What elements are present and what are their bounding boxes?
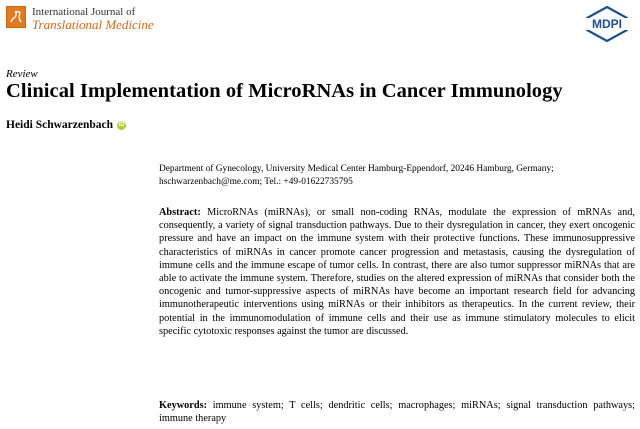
- journal-title[interactable]: [32, 6, 154, 32]
- journal-emblem-icon: [6, 6, 26, 28]
- abstract-text: MicroRNAs (miRNAs), or small non-coding RNAs, modulate the expression of mRNAs and, consequently, a variety of signal transduction pathways. Due to their dysregulation in cancer, they exert oncogenic pressure and have an impact on the immune system with their protective functions. These immunosuppressive characteristics of miRNAs in cancer promote cancer progression and metastasis, causing the dysregulation of immune cells and the immune escape of tumor cells. In contrast, there are also tumor suppressor miRNAs that are able to activate the immune system. Therefore, studies on the altered expression of miRNAs that consider both the oncogenic and tumor-suppressive aspects of miRNAs have become an important research field for advancing immunotherapeutic interventions using miRNAs or their inhibitors as therapeutics. In the current review, their potential in the immunomodulation of immune cells and their use as immune stimulatory molecules to elicit specific cytotoxic responses against the tumor are discussed.: [159, 207, 635, 337]
- article-title: Clinical Implementation of MicroRNAs in Cancer Immunology: [6, 80, 563, 102]
- mdpi-logo-icon[interactable]: [582, 6, 632, 42]
- journal-title-line1: International Journal of: [32, 6, 136, 18]
- keywords-label: Keywords:: [159, 400, 213, 411]
- keywords-text: immune system; T cells; dendritic cells; macrophages; miRNAs; signal transduction pathways; immune therapy: [159, 400, 635, 425]
- article-type: Review: [6, 68, 38, 80]
- author-name[interactable]: Heidi Schwarzenbach: [6, 119, 114, 131]
- contact-text: hschwarzenbach@me.com; Tel.: +49-01622735795: [159, 177, 353, 187]
- keywords-block: [159, 399, 635, 425]
- affiliation-text: Department of Gynecology, University Medical Center Hamburg-Eppendorf, 20246 Hamburg, Germany;: [159, 164, 554, 174]
- affiliation-block: [159, 163, 634, 189]
- orcid-icon[interactable]: iD: [118, 121, 125, 128]
- abstract-label: Abstract:: [159, 207, 208, 218]
- abstract-block: [159, 206, 635, 338]
- author-line: [6, 119, 126, 131]
- publisher-name: MDPI: [592, 17, 622, 31]
- journal-title-line2: Translational Medicine: [32, 17, 154, 32]
